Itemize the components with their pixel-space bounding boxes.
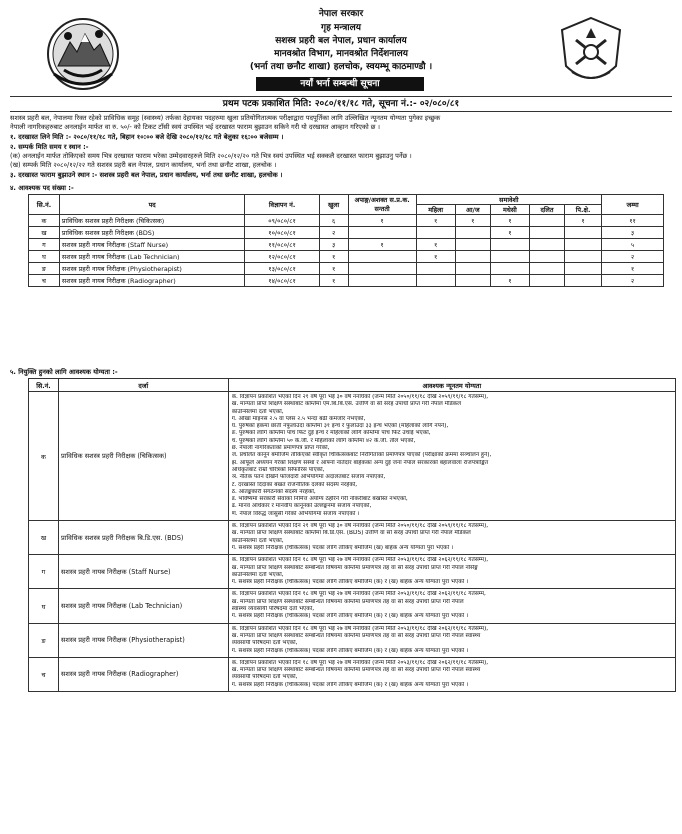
- cell-dis: [348, 227, 416, 239]
- cell-dis: [348, 275, 416, 287]
- table-row: [29, 555, 676, 589]
- section-contact-heading: २. सम्पर्क मिति समय र स्थान :-: [10, 143, 89, 151]
- cell-m: १: [490, 227, 529, 239]
- qualification-line: ङ. पुरुषको लागि कम्तिमा पाँच फिट दुई इन्च र महिलाको लागि कम्तिमा पाँच फिट उचाई भएको,: [231, 430, 431, 437]
- posts-table: [28, 194, 664, 287]
- table-row: [29, 263, 664, 275]
- cell-m: १: [490, 215, 529, 227]
- cell-m: [490, 251, 529, 263]
- cell-w: १: [416, 215, 455, 227]
- cell-post: सशस्त्र प्रहरी नायब निरीक्षक (Physiotherapist): [59, 263, 245, 275]
- col-qualification: आवश्यक न्यूनतम योग्यता: [228, 379, 675, 392]
- qualification-line: ग. सशस्त्र प्रहरी निरीक्षक (चिकित्सक) पदका लागि तोकिए बमोजिम (ख) बाहेक अन्य योग्यता पुरा भएको ।: [231, 544, 454, 551]
- cell-qualification: [228, 657, 675, 691]
- nepal-government-emblem-icon: [44, 14, 122, 92]
- cell-w: [416, 275, 455, 287]
- cell-qualification: [228, 589, 675, 623]
- qualification-line: छ. नेपाली नागरिकताको प्रमाणपत्र प्राप्त गरेको,: [231, 445, 330, 452]
- cell-d: [529, 227, 564, 239]
- cell-sn: क: [29, 215, 60, 227]
- cell-aj: [455, 263, 490, 275]
- col-sn: सि.नं.: [29, 195, 60, 215]
- cell-b: [565, 263, 602, 275]
- qualification-line: ग. सशस्त्र प्रहरी निरीक्षक (चिकित्सक) पदका लागि तोकिए बमोजिम (क) र (ख) बाहेक अन्य योग्यता पुरा भएको ।: [231, 613, 469, 620]
- qualification-line: क. विज्ञापन प्रकाशित भएको दिन १८ वर्ष पूरा भई २७ वर्ष ननाघेको (जन्म मिति २०५३/११/१८ देखि २०६२/११/१८ गतेसम्म),: [231, 659, 489, 666]
- cell-dis: [348, 251, 416, 263]
- cell-sn: ग: [29, 239, 60, 251]
- cell-ad: १२/०८०/८१: [245, 251, 319, 263]
- cell-rank: प्राविधिक सशस्त्र प्रहरी निरीक्षक (चिकित्सक): [58, 392, 228, 521]
- qualification-line: ग. सशस्त्र प्रहरी निरीक्षक (चिकित्सक) पदका लागि तोकिए बमोजिम (क) र (ख) बाहेक अन्य योग्यता पुरा भएको ।: [231, 647, 469, 654]
- intro-line-2: नेपाली नागरिकहरुबाट अनलाईन मार्फत वा रु. ५०/- को टिकट टाँसी स्वयं उपस्थित भई दरखास्त फाराम बुझाउन सकिने गरी यो दरखास्त आव्हान गरिएको छ ।: [10, 123, 381, 131]
- col-inclusive: समावेशी: [416, 195, 602, 205]
- cell-aj: [455, 251, 490, 263]
- cell-d: [529, 215, 564, 227]
- section-contact-b: (ख) सम्पर्क मिति २०८०/१२/२२ गते सशस्त्र प्रहरी बल नेपाल, प्रधान कार्यालय, भर्ना तथा छनौट शाखा, हलचोक ।: [10, 161, 277, 169]
- col-madhesi: मधेसी: [490, 205, 529, 215]
- col-post: पद: [59, 195, 245, 215]
- cell-aj: [455, 227, 490, 239]
- section-application-date: १. दरखास्त लिने मिति :- २०८०/११/१८ गते, बिहान १०:०० बजे देखि २०८०/१२/१८ गते बेलुका १६:०० बजेसम्म ।: [10, 133, 284, 141]
- table-row: [29, 239, 664, 251]
- cell-dis: [348, 263, 416, 275]
- cell-open: १: [319, 263, 348, 275]
- cell-rank: सशस्त्र प्रहरी नायब निरीक्षक (Lab Technician): [58, 589, 228, 623]
- cell-sn: घ: [29, 251, 60, 263]
- qualification-line: ड. भविष्यमा सरकारी सेवाको निमित्त अयोग्य ठहरिने गरी नोकरीबाट बर्खास्त नभएको,: [231, 496, 408, 503]
- cell-post: प्राविधिक सशस्त्र प्रहरी निरीक्षक (चिकित्सक): [59, 215, 245, 227]
- cell-rank: प्राविधिक सशस्त्र प्रहरी निरीक्षक बि.डि.एस. (BDS): [58, 521, 228, 555]
- qualification-line: अधिकृतबाट राम्रो चरित्रको सिफारिस पाएको,: [231, 466, 325, 473]
- section-contact-a: (क) अनलाईन मार्फत तोकिएको समय भित्र दरखास्त फाराम भरेका उम्मेदवारहरुले मिति २०८०/१२/२० गते भित्र स्वयं उपस्थित भई सक्कलै दरखास्त फाराम बुझाउनु पर्नेछ ।: [10, 152, 412, 160]
- cell-total: २: [602, 251, 664, 263]
- table-row: [29, 623, 676, 657]
- cell-post: सशस्त्र प्रहरी नायब निरीक्षक (Radiographer): [59, 275, 245, 287]
- cell-m: [490, 263, 529, 275]
- cell-qualification: [228, 623, 675, 657]
- cell-post: सशस्त्र प्रहरी नायब निरीक्षक (Lab Technician): [59, 251, 245, 263]
- table-row: [29, 275, 664, 287]
- cell-ad: ०९/०८०/८१: [245, 215, 319, 227]
- qualification-line: ख. मान्यता प्राप्त शिक्षण संस्थाबाट सम्बन्धित विषयमा कम्तिमा प्रमाणपत्र तह वा सो सरह उपाधी प्राप्त गरी नेपाल स्वास्थ्य: [231, 632, 481, 639]
- cell-aj: [455, 239, 490, 251]
- cell-qualification: [228, 392, 675, 521]
- qualification-line: ण. नेपाल विरुद्ध जासुसी गरेको अभियोगमा सजाय नपाएको ।: [231, 510, 360, 517]
- col-ad-no: विज्ञापन नं.: [245, 195, 319, 215]
- qualification-line: ढ. मानव अधिकार र मानवीय कानूनको उल्लङ्घनमा सजाय नपाएको,: [231, 503, 372, 510]
- cell-post: प्राविधिक सशस्त्र प्रहरी निरीक्षक (BDS): [59, 227, 245, 239]
- notice-title-band: नयाँ भर्ना सम्बन्धी सूचना: [256, 77, 424, 91]
- publish-info: प्रथम पटक प्रकाशित मिति: २०८०/११/१८ गते, सूचना नं.:- ०२/०८०/८१: [10, 96, 672, 112]
- table-row: [29, 215, 664, 227]
- qualification-line: क. विज्ञापन प्रकाशित भएको दिन २१ वर्ष पूरा भई ३० वर्ष ननाघेको (जन्म मिति २०५०/११/१८ देखि २०५९/११/१८ गतेसम्म),: [231, 523, 489, 530]
- cell-dis: १: [348, 239, 416, 251]
- cell-b: [565, 227, 602, 239]
- col-disabled: अपाङ्ग/अशक्त स.प्र.क. सन्तती: [348, 195, 416, 215]
- qualification-line: ज. प्रचलित कानून बमोजिम तोकिएको स्वीकृत चिकित्सकबाट निरोगिताको प्रमाणपत्र पाएको (परीक्षाको क्रममा सञ्चालन हुने),: [231, 452, 492, 459]
- cell-sn: ङ: [29, 263, 60, 275]
- cell-b: [565, 275, 602, 287]
- qualification-line: व्यवसायी परिषदमा दर्ता भएको,: [231, 674, 298, 681]
- qualification-line: ख. मान्यता प्राप्त शिक्षण संस्थाबाट कम्तिमा बि.डि.एस. (BDS) उत्तीर्ण वा सो सरह उपाधी प्राप्त गरी नेपाल मेडिकल: [231, 530, 471, 537]
- cell-aj: १: [455, 215, 490, 227]
- col-total: जम्मा: [602, 195, 664, 215]
- cell-d: [529, 263, 564, 275]
- cell-d: [529, 275, 564, 287]
- qualification-line: क. विज्ञापन प्रकाशित भएको दिन २१ वर्ष पूरा भई ३० वर्ष ननाघेको (जन्म मिति २०५०/११/१८ देखि २०५९/११/१८ गतेसम्म),: [231, 394, 489, 400]
- col-rank: दर्जा: [58, 379, 228, 392]
- qualification-line: झ. आफूले अध्ययन गरेको शिक्षण संस्था र आफ्नो नातेदार बाहेकका अन्य दुई जना नेपाल सरकारको बहालवाला राजपत्राङ्कित: [231, 459, 489, 466]
- cell-aj: [455, 275, 490, 287]
- table-row: [29, 657, 676, 691]
- cell-sn: ङ: [29, 623, 59, 657]
- cell-qualification: [228, 555, 675, 589]
- qualification-line: च. पुरुषको लागि कम्तिमा ५० के.जी. र महिलाको लागि कम्तिमा ४२ के.जी. तौल भएको,: [231, 437, 416, 444]
- qualification-line: ख. मान्यता प्राप्त शिक्षण संस्थाबाट सम्बन्धित विषयमा कम्तिमा प्रमाणपत्र तह वा सो सरह उपाधी प्राप्त गरी नेपाल: [231, 598, 464, 605]
- table-row: [29, 392, 676, 521]
- cell-w: १: [416, 251, 455, 263]
- cell-b: [565, 239, 602, 251]
- qualification-line: ग. ओंखा माइनस २.५ वा प्लस २.५ भन्दा बढी कमजोर नभएको,: [231, 415, 366, 422]
- cell-rank: सशस्त्र प्रहरी नायब निरीक्षक (Physiotherapist): [58, 623, 228, 657]
- table-row: [29, 521, 676, 555]
- col-open: खुला: [319, 195, 348, 215]
- qualification-line: क. विज्ञापन प्रकाशित भएको दिन १८ वर्ष पूरा भई २७ वर्ष ननाघेको (जन्म मिति २०५३/११/१८ देखि २०६२/११/१८ गतेसम्म,: [231, 591, 486, 598]
- qualification-line: ग. सशस्त्र प्रहरी निरीक्षक (चिकित्सक) पदका लागि तोकिए बमोजिम (क) र (ख) बाहेक अन्य योग्यता पुरा भएको ।: [231, 681, 469, 688]
- cell-post: सशस्त्र प्रहरी नायब निरीक्षक (Staff Nurse): [59, 239, 245, 251]
- table-row: [29, 227, 664, 239]
- qualification-line: ठ. आतङ्ककारी संगठनको सदस्य नरहेको,: [231, 488, 316, 495]
- cell-ad: १४/०८०/८१: [245, 275, 319, 287]
- cell-rank: सशस्त्र प्रहरी नायब निरीक्षक (Radiographer): [58, 657, 228, 691]
- col-dalit: दलित: [529, 205, 564, 215]
- qualification-line: व्यवसायी परिषदमा दर्ता भएको,: [231, 640, 298, 647]
- cell-sn: ख: [29, 521, 59, 555]
- cell-open: २: [319, 227, 348, 239]
- cell-rank: सशस्त्र प्रहरी नायब निरीक्षक (Staff Nurse): [58, 555, 228, 589]
- col-backward: पि.क्षे.: [565, 205, 602, 215]
- cell-ad: ११/०८०/८१: [245, 239, 319, 251]
- cell-dis: १: [348, 215, 416, 227]
- cell-ad: १३/०८०/८१: [245, 263, 319, 275]
- cell-total: ११: [602, 215, 664, 227]
- section-posts-heading: ४. आवश्यक पद संख्या :-: [10, 184, 74, 192]
- cell-sn: ख: [29, 227, 60, 239]
- cell-open: ३: [319, 239, 348, 251]
- qualification-line: ट. दरखास्त दिँदाका बखत राजनीतिक दलको सदस्य नरहेको,: [231, 481, 358, 488]
- qualification-line: ग. सशस्त्र प्रहरी निरीक्षक (चिकित्सक) पदका लागि तोकिए बमोजिम (क) र (ख) बाहेक अन्य योग्यता पुरा भएको ।: [231, 579, 469, 586]
- section-submission-place: ३. दरखास्त फाराम बुझाउने स्थान :- सशस्त्र प्रहरी बल नेपाल, प्रधान कार्यालय, भर्ना तथा छनौट शाखा, हलचोक ।: [10, 171, 283, 179]
- cell-m: १: [490, 275, 529, 287]
- col-aj: आ/ज: [455, 205, 490, 215]
- qualification-line: ञ. नैतिक पतन देखिने फौजदारी अभियोगमा अदालतबाट सजाय नपाएको,: [231, 474, 386, 481]
- cell-m: [490, 239, 529, 251]
- intro-line-1: सशस्त्र प्रहरी बल, नेपालमा रिक्त रहेको प्राविधिक समूह (स्वास्थ्य) तर्फका देहायका पदहरुमा खुला प्रतियोगितात्मक परीक्षाद्वारा पदपूर्तिका लागि उल्लिखित न्यूनतम योग्यता पुगेका इच्छुक: [10, 114, 441, 122]
- cell-qualification: [228, 521, 675, 555]
- col-women: महिला: [416, 205, 455, 215]
- table-row: [29, 251, 664, 263]
- cell-total: १: [602, 263, 664, 275]
- header-line-department: मानवश्रोत विभाग, मानवश्रोत निर्देशनालय: [274, 49, 408, 59]
- cell-total: २: [602, 275, 664, 287]
- cell-b: [565, 251, 602, 263]
- cell-sn: ग: [29, 555, 59, 589]
- cell-d: [529, 251, 564, 263]
- header-line-branch: (भर्ना तथा छनौट शाखा) हलचोक, स्वयम्भू काठमाण्डौ ।: [249, 62, 433, 72]
- cell-open: १: [319, 275, 348, 287]
- col-sn: सि.नं.: [29, 379, 59, 392]
- header-line-ministry: गृह मन्त्रालय: [321, 23, 361, 33]
- qualification-line: काउन्सिलमा दर्ता भएको,: [231, 571, 284, 578]
- cell-sn: क: [29, 392, 59, 521]
- qualification-line: ख. मान्यता प्राप्त शिक्षण संस्थाबाट सम्बन्धित विषयमा कम्तिमा प्रमाणपत्र तह वा सो सरह उपाधी प्राप्त गरी नेपाल नर्सिङ्ग: [231, 564, 478, 571]
- cell-d: [529, 239, 564, 251]
- cell-sn: च: [29, 657, 59, 691]
- header-line-apf: सशस्त्र प्रहरी बल नेपाल, प्रधान कार्यालय: [275, 36, 407, 46]
- cell-total: ५: [602, 239, 664, 251]
- cell-w: [416, 263, 455, 275]
- cell-open: १: [319, 251, 348, 263]
- qualification-line: क. विज्ञापन प्रकाशित भएको दिन १८ वर्ष पूरा भई २७ वर्ष ननाघेको (जन्म मिति २०५३/११/१८ देखि २०६२/११/१८ गतेसम्म),: [231, 625, 489, 632]
- cell-total: ३: [602, 227, 664, 239]
- qualification-table: [28, 378, 676, 692]
- qualification-line: ख. मान्यता प्राप्त शिक्षण संस्थाबाट कम्तिमा एम.बि.बि.एस. उत्तीर्ण वा सो सरह उपाधी प्राप्त गरी नेपाल मेडिकल: [231, 401, 462, 408]
- qualification-line: स्वास्थ्य व्यवसायी परिषदमा दर्ता भएको,: [231, 606, 315, 613]
- header-line-government: नेपाल सरकार: [318, 9, 364, 19]
- cell-open: ६: [319, 215, 348, 227]
- qualification-line: ख. मान्यता प्राप्त शिक्षण संस्थाबाट सम्बन्धित विषयमा कम्तिमा प्रमाणपत्र तह वा सो सरह उपाधी प्राप्त गरी नेपाल स्वास्थ्य: [231, 667, 481, 674]
- table-row: [29, 589, 676, 623]
- apf-emblem-icon: [556, 14, 626, 92]
- qualification-line: काउन्सिलमा दर्ता भएको,: [231, 408, 284, 415]
- cell-ad: १०/०८०/८१: [245, 227, 319, 239]
- section-qualification-heading: ५. नियुक्ति हुनको लागि आवश्यक योग्यता :-: [10, 368, 118, 376]
- cell-sn: च: [29, 275, 60, 287]
- qualification-line: काउन्सिलमा दर्ता भएको,: [231, 537, 284, 544]
- qualification-line: घ. पुरुषको हकमा छाती नफुलाउँदा कम्तिमा ३१ इन्च र फुलाउँदा ३३ इन्च भएको (महिलाको लागि नपर्ने),: [231, 423, 449, 430]
- cell-sn: घ: [29, 589, 59, 623]
- cell-b: १: [565, 215, 602, 227]
- cell-w: [416, 227, 455, 239]
- cell-w: १: [416, 239, 455, 251]
- qualification-line: क. विज्ञापन प्रकाशित भएको दिन १८ वर्ष पूरा भई २७ वर्ष ननाघेको (जन्म मिति २०५३/११/१८ देखि २०६२/११/१८ गतेसम्म),: [231, 557, 489, 564]
